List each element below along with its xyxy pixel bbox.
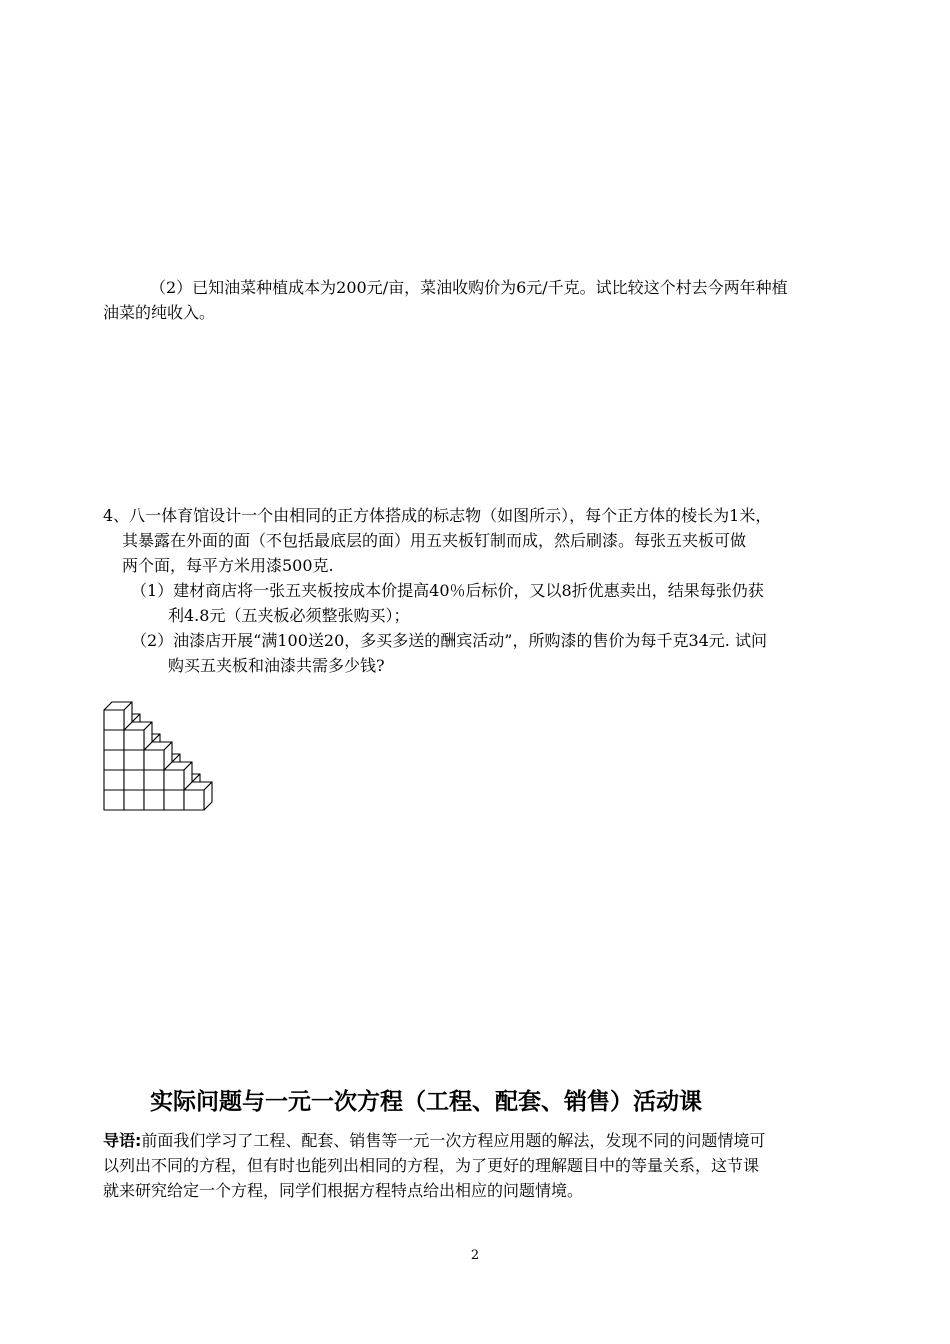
section-title: 实际问题与一元一次方程（工程、配套、销售）活动课 <box>150 1089 702 1115</box>
q4-sub2-line1: （2）油漆店开展“满100送20，多买多送的酬宾活动”，所购漆的售价为每千克34元. 试问 <box>131 631 767 650</box>
q4-sub1-line2: 利4.8元（五夹板必须整张购买）； <box>168 606 410 625</box>
cube-pyramid-figure <box>100 676 242 816</box>
cube-pyramid-svg <box>100 676 242 816</box>
q4-line1: 4、八一体育馆设计一个由相同的正方体搭成的标志物（如图所示），每个正方体的棱长为1米， <box>103 506 772 525</box>
q4-line3: 两个面，每平方米用漆500克. <box>122 556 334 575</box>
lead-text-1: 前面我们学习了工程、配套、销售等一元一次方程应用题的解法，发现不同的问题情境可 <box>141 1131 766 1150</box>
lead-line3: 就来研究给定一个方程，同学们根据方程特点给出相应的问题情境。 <box>103 1181 584 1200</box>
lead-line1 <box>103 1128 765 1154</box>
q4-sub1-line1: （1）建材商店将一张五夹板按成本价提高40％后标价，又以8折优惠卖出，结果每张仍获 <box>131 581 764 600</box>
q3-part2-line1: （2）已知油菜种植成本为200元/亩，菜油收购价为6元/千克。试比较这个村去今两年种植 <box>150 278 788 297</box>
q4-sub2-line2: 购买五夹板和油漆共需多少钱? <box>168 656 385 675</box>
q4-line2: 其暴露在外面的面（不包括最底层的面）用五夹板钉制而成，然后刷漆。每张五夹板可做 <box>122 531 747 550</box>
q3-part2-line2: 油菜的纯收入。 <box>103 303 216 322</box>
page-number: 2 <box>470 1248 480 1263</box>
cube <box>104 702 132 730</box>
lead-line2: 以列出不同的方程，但有时也能列出相同的方程，为了更好的理解题目中的等量关系，这节课 <box>103 1156 760 1175</box>
lead-label: 导语: <box>103 1131 142 1150</box>
